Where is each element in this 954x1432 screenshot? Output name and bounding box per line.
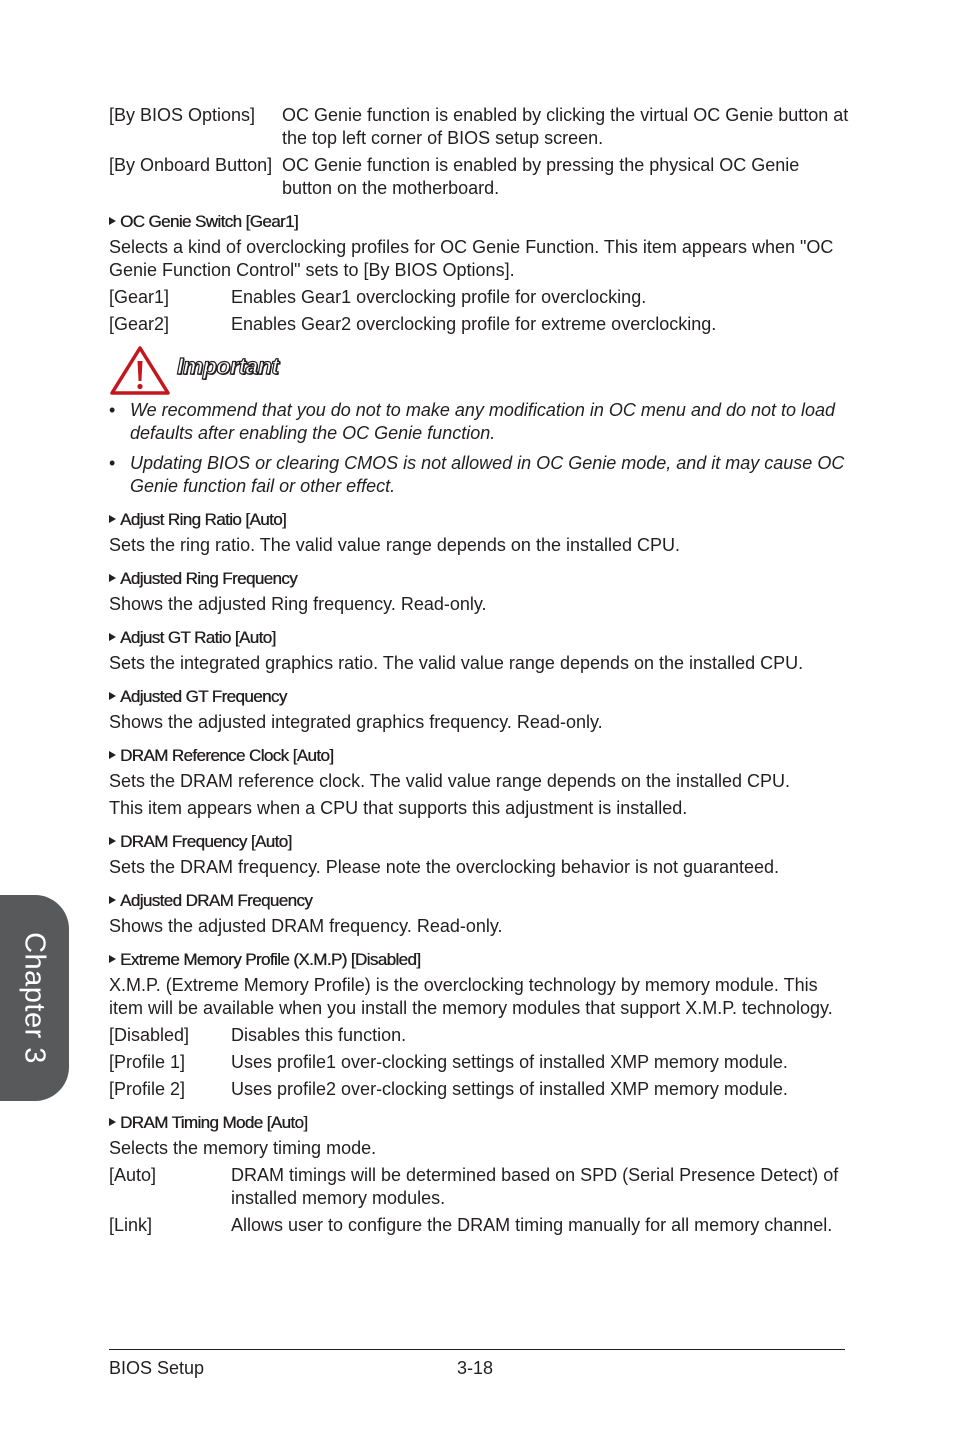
option-key: [Gear2] <box>109 314 170 334</box>
important-notice-header <box>109 345 849 395</box>
triangle-bullet-icon <box>109 1118 116 1126</box>
triangle-bullet-icon <box>109 896 116 904</box>
important-label: Important <box>177 352 279 379</box>
section-heading: DRAM Reference Clock [Auto] <box>109 744 849 767</box>
option-desc: Allows user to configure the DRAM timing manually for all memory channel. <box>231 1215 833 1235</box>
option-row <box>109 1051 849 1074</box>
footer-divider <box>109 1349 845 1350</box>
triangle-bullet-icon <box>109 515 116 523</box>
option-key: [Disabled] <box>109 1025 190 1045</box>
triangle-bullet-icon <box>109 692 116 700</box>
option-key: [Gear1] <box>109 287 170 307</box>
option-row <box>109 104 849 150</box>
list-item: • Updating BIOS or clearing CMOS is not allowed in OC Genie mode, and it may cause OC Genie function fail or other effect. <box>109 453 845 496</box>
section-heading: DRAM Frequency [Auto] <box>109 830 849 853</box>
option-desc: OC Genie function is enabled by clicking the virtual OC Genie button at the top left corner of BIOS setup screen. <box>282 105 849 148</box>
important-list <box>109 399 849 498</box>
footer-section-title: BIOS Setup <box>109 1358 205 1378</box>
option-desc: Disables this function. <box>231 1025 407 1045</box>
section-desc: Sets the ring ratio. The valid value range depends on the installed CPU. <box>109 535 681 555</box>
option-desc: Uses profile2 over-clocking settings of installed XMP memory module. <box>231 1079 788 1099</box>
section-heading: Extreme Memory Profile (X.M.P) [Disabled] <box>109 948 849 971</box>
triangle-bullet-icon <box>109 217 116 225</box>
bullet-dot: • <box>109 400 116 420</box>
option-row <box>109 286 849 309</box>
section-desc: Shows the adjusted integrated graphics frequency. Read-only. <box>109 712 603 732</box>
section-heading: Adjust Ring Ratio [Auto] <box>109 508 849 531</box>
option-row <box>109 313 849 336</box>
section-desc: X.M.P. (Extreme Memory Profile) is the overclocking technology by memory module. This item will be available when you install the memory modules that support X.M.P. technology. <box>109 975 833 1018</box>
section-desc: Shows the adjusted DRAM frequency. Read-only. <box>109 916 503 936</box>
section-heading: Adjusted Ring Frequency <box>109 567 849 590</box>
section-heading: Adjust GT Ratio [Auto] <box>109 626 849 649</box>
section-desc: Selects the memory timing mode. <box>109 1138 377 1158</box>
page-number: 3-18 <box>457 1358 494 1378</box>
option-desc: DRAM timings will be determined based on SPD (Serial Presence Detect) of installed memory modules. <box>231 1165 839 1208</box>
option-desc: Uses profile1 over-clocking settings of installed XMP memory module. <box>231 1052 788 1072</box>
chapter-side-tab <box>0 895 69 1101</box>
option-desc: Enables Gear1 overclocking profile for overclocking. <box>231 287 647 307</box>
chapter-label: Chapter 3 <box>18 932 51 1064</box>
section-desc: Selects a kind of overclocking profiles for OC Genie Function. This item appears when "OC Genie Function Control" sets to [By BIOS Options]. <box>109 237 834 280</box>
option-key: [By Onboard Button] <box>109 155 273 175</box>
section-heading: DRAM Timing Mode [Auto] <box>109 1111 849 1134</box>
warning-icon <box>109 345 171 395</box>
option-key: [Profile 2] <box>109 1079 186 1099</box>
section-desc: Sets the DRAM reference clock. The valid value range depends on the installed CPU. <box>109 771 791 791</box>
section-heading: OC Genie Switch [Gear1] <box>109 210 849 233</box>
triangle-bullet-icon <box>109 633 116 641</box>
triangle-bullet-icon <box>109 574 116 582</box>
section-desc: Sets the DRAM frequency. Please note the overclocking behavior is not guaranteed. <box>109 857 780 877</box>
option-desc: OC Genie function is enabled by pressing the physical OC Genie button on the motherboard. <box>282 155 800 198</box>
section-heading: Adjusted GT Frequency <box>109 685 849 708</box>
triangle-bullet-icon <box>109 955 116 963</box>
option-key: [Profile 1] <box>109 1052 186 1072</box>
triangle-bullet-icon <box>109 751 116 759</box>
section-heading: Adjusted DRAM Frequency <box>109 889 849 912</box>
option-key: [By BIOS Options] <box>109 105 256 125</box>
option-row <box>109 1024 849 1047</box>
option-row <box>109 1078 849 1101</box>
triangle-bullet-icon <box>109 837 116 845</box>
section-desc: Sets the integrated graphics ratio. The valid value range depends on the installed CPU. <box>109 653 804 673</box>
section-desc: Shows the adjusted Ring frequency. Read-only. <box>109 594 487 614</box>
option-row <box>109 1164 849 1210</box>
section-desc: This item appears when a CPU that supports this adjustment is installed. <box>109 798 688 818</box>
option-row <box>109 154 849 200</box>
option-desc: Enables Gear2 overclocking profile for extreme overclocking. <box>231 314 717 334</box>
option-row <box>109 1214 849 1237</box>
page-content <box>109 104 849 1241</box>
list-item: • We recommend that you do not to make any modification in OC menu and do not to load defaults after enabling the OC Genie function. <box>109 400 836 443</box>
option-key: [Auto] <box>109 1165 157 1185</box>
bullet-dot: • <box>109 453 116 473</box>
option-key: [Link] <box>109 1215 153 1235</box>
